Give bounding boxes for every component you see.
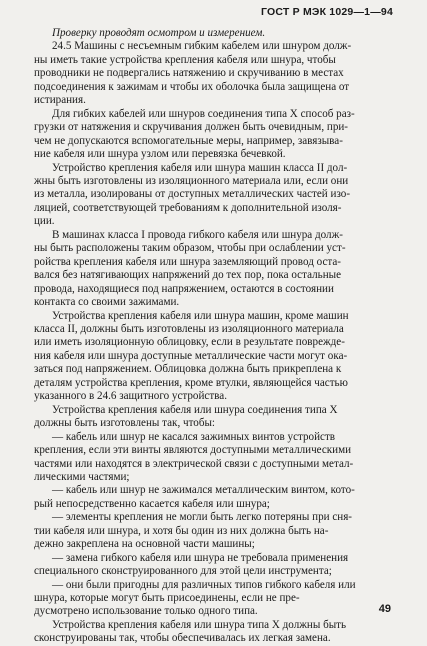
text-line: класса II, должны быть изготовлены из изоляционного материала: [34, 322, 344, 335]
text-line: тии кабеля или шнура, и хотя бы один из них должна быть на-: [34, 524, 329, 537]
text-line: дежно закреплена на основной части машины;: [34, 538, 255, 551]
text-line: ны иметь такие устройства крепления кабеля или шнура, чтобы: [34, 53, 336, 66]
text-line: шнура, которые могут быть присоединены, если не пре-: [34, 592, 300, 605]
text-line: истирания.: [34, 94, 86, 107]
text-line: должны быть изготовлены так, чтобы:: [34, 417, 215, 430]
text-line: специального сконструированного для этой цели инструмента;: [34, 565, 332, 578]
text-line: заться под напряжением. Облицовка должна быть прикреплена к: [34, 363, 342, 376]
text-line: проводники не подвергались натяжению и скручиванию в местах: [34, 67, 344, 80]
text-line: ние кабеля или шнура узлом или перевязка бечевкой.: [34, 148, 286, 161]
text-line: частями или находятся в электрической связи с доступными метал-: [34, 457, 354, 470]
text-line: 24.5 Машины с несъемным гибким кабелем или шнуром долж-: [52, 40, 352, 53]
text-line: вался без натягивающих напряжений до тех пор, пока остальные: [34, 269, 342, 282]
text-line: — замена гибкого кабеля или шнура не требовала применения: [52, 551, 349, 564]
text-line: Устройства крепления кабеля или шнура соединения типа X: [52, 403, 338, 416]
text-line: — элементы крепления не могли быть легко потеряны при сня-: [52, 511, 352, 524]
text-line: контакта со своими зажимами.: [34, 296, 180, 309]
text-line: ройства крепления кабеля или шнура заземляющий провод оста-: [34, 255, 341, 268]
text-line: Для гибких кабелей или шнуров соединения типа X способ раз-: [52, 107, 355, 120]
text-line: Устройство крепления кабеля или шнура машин класса II дол-: [52, 161, 348, 174]
text-line: подсоединения к зажимам и чтобы их оболочка была защищена от: [34, 80, 350, 93]
text-line: из металла, изолированы от доступных металлических частей изо-: [34, 188, 351, 201]
text-line: — кабель или шнур не касался зажимных винтов устройств: [52, 430, 336, 443]
text-line: сконструированы так, чтобы обеспечивалась их легкая замена.: [34, 632, 331, 645]
text-line: крепления, если эти винты являются доступными металлическими: [34, 444, 352, 457]
text-line: В машинах класса I провода гибкого кабеля или шнура долж-: [52, 228, 343, 241]
text-line: жны быть изготовлены из изоляционного материала или, если они: [34, 174, 349, 187]
text-line: Устройства крепления кабеля или шнура типа X должны быть: [52, 618, 347, 631]
text-line: Устройства крепления кабеля или шнура машин, кроме машин: [52, 309, 349, 322]
text-line: указанного в 24.6 защитного устройства.: [34, 390, 227, 403]
text-line: лическими частями;: [34, 470, 130, 483]
standard-header: ГОСТ Р МЭК 1029—1—94: [261, 6, 393, 18]
page-number: 49: [378, 603, 391, 615]
text-line: чем не допускаются вспомогательные меры, например, завязыва-: [34, 134, 343, 147]
text-line: ляцией, соответствующей требованиям к дополнительной изоля-: [34, 201, 342, 214]
text-line: — они были пригодны для различных типов гибкого кабеля или: [52, 578, 356, 591]
text-line: провода, находящиеся под напряжением, остаются в состоянии: [34, 282, 334, 295]
text-line: рый непосредственно касается кабеля или шнура;: [34, 497, 270, 510]
text-line: дусмотрено использование только одного типа.: [34, 605, 258, 618]
text-line: Проверку проводят осмотром и измерением.: [52, 27, 266, 39]
text-line: ны быть расположены таким образом, чтобы при ослаблении уст-: [34, 242, 346, 255]
text-line: ции.: [34, 215, 55, 228]
text-line: или иметь изоляционную облицовку, если в результате поврежде-: [34, 336, 345, 349]
text-line: деталям устройства крепления, кроме втулки, являющейся частью: [34, 376, 348, 389]
text-line: ния кабеля или шнура доступные металлические части могут ока-: [34, 349, 348, 362]
text-line: грузки от натяжения и скручивания должен быть очевидным, при-: [34, 121, 348, 134]
document-body: [34, 27, 397, 646]
text-line: — кабель или шнур не зажимался металлическим винтом, кото-: [52, 484, 355, 497]
